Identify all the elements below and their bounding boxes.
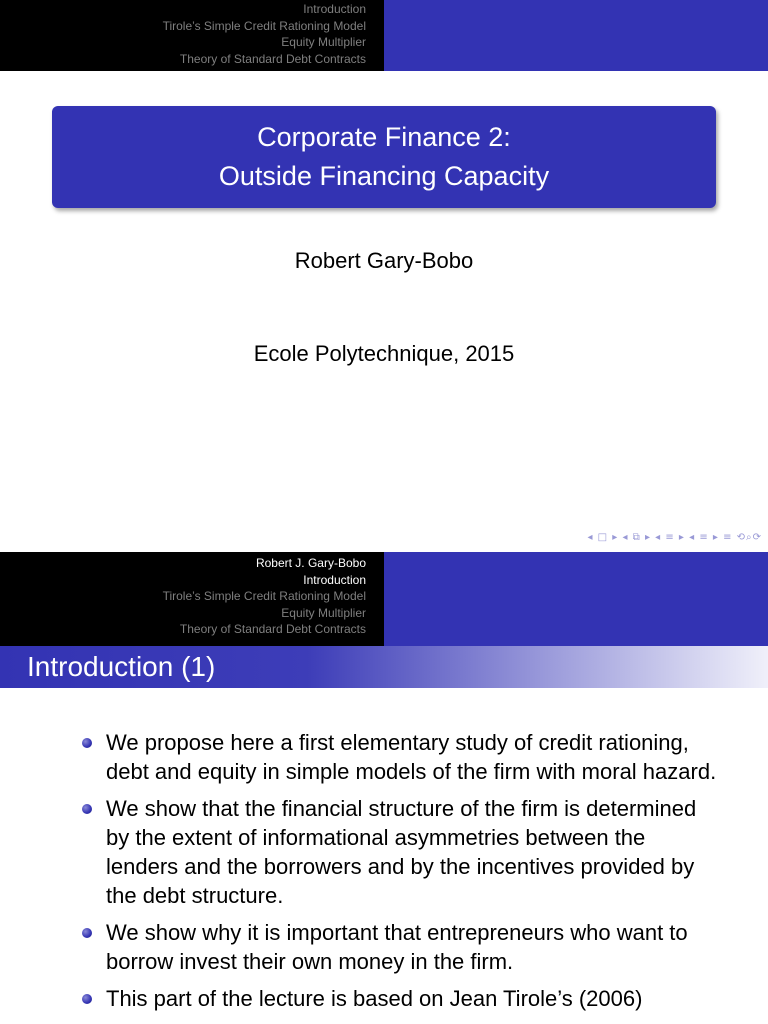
nav-item-debt-contracts[interactable]: Theory of Standard Debt Contracts — [179, 622, 366, 636]
title-block — [52, 106, 716, 208]
beamer-navigation-symbols[interactable]: ◂ □ ▸ ◂ ⧉ ▸ ◂ ≡ ▸ ◂ ≡ ▸ ≡ ⟲⌕⟳ — [587, 532, 762, 543]
header-right-panel — [384, 0, 768, 71]
bullet-text: We show why it is important that entrepreneurs who want to borrow invest their own money in the firm. — [106, 920, 688, 974]
bullet-ball-icon — [82, 928, 92, 938]
list-item — [82, 794, 722, 910]
presentation-title-line-1: Corporate Finance 2: — [257, 122, 511, 152]
slide-1-header — [0, 0, 768, 71]
presentation-title-line-2: Outside Financing Capacity — [218, 161, 550, 191]
bullet-ball-icon — [82, 804, 92, 814]
nav-item-introduction[interactable]: Introduction — [303, 572, 366, 587]
author-name: Robert Gary-Bobo — [294, 248, 474, 273]
nav-item-equity-multiplier[interactable]: Equity Multiplier — [281, 605, 366, 620]
frame-title-bar — [0, 646, 768, 688]
bullet-text: We show that the financial structure of the firm is determined by the extent of informational asymmetries between the lenders and the borrowers and by the incentives provided by the debt structure. — [106, 796, 697, 908]
institute-date: Ecole Polytechnique, 2015 — [253, 341, 515, 366]
nav-item-introduction[interactable]: Introduction — [303, 2, 366, 16]
nav-item-equity-multiplier[interactable]: Equity Multiplier — [281, 35, 366, 49]
header-left-panel — [0, 552, 384, 646]
section-nav — [163, 1, 366, 67]
section-nav — [163, 555, 366, 638]
nav-item-tirole-model[interactable]: Tirole’s Simple Credit Rationing Model — [162, 18, 366, 33]
slide-2 — [0, 552, 768, 1024]
bullet-ball-icon — [82, 994, 92, 1004]
frame-title: Introduction (1) — [27, 651, 216, 682]
nav-item-debt-contracts[interactable]: Theory of Standard Debt Contracts — [179, 51, 366, 66]
bullet-text: This part of the lecture is based on Jean Tirole’s (2006) — [106, 986, 643, 1011]
header-right-panel — [384, 552, 768, 646]
bullet-list — [82, 728, 722, 1021]
list-item — [82, 984, 722, 1013]
header-left-panel — [0, 0, 384, 71]
header-author: Robert J. Gary-Bobo — [255, 556, 366, 570]
list-item — [82, 918, 722, 976]
list-item — [82, 728, 722, 786]
bullet-text: We propose here a first elementary study of credit rationing, debt and equity in simple models of the firm with moral hazard. — [106, 730, 717, 784]
slide-2-header — [0, 552, 768, 646]
bullet-ball-icon — [82, 738, 92, 748]
nav-item-tirole-model[interactable]: Tirole’s Simple Credit Rationing Model — [162, 589, 366, 603]
